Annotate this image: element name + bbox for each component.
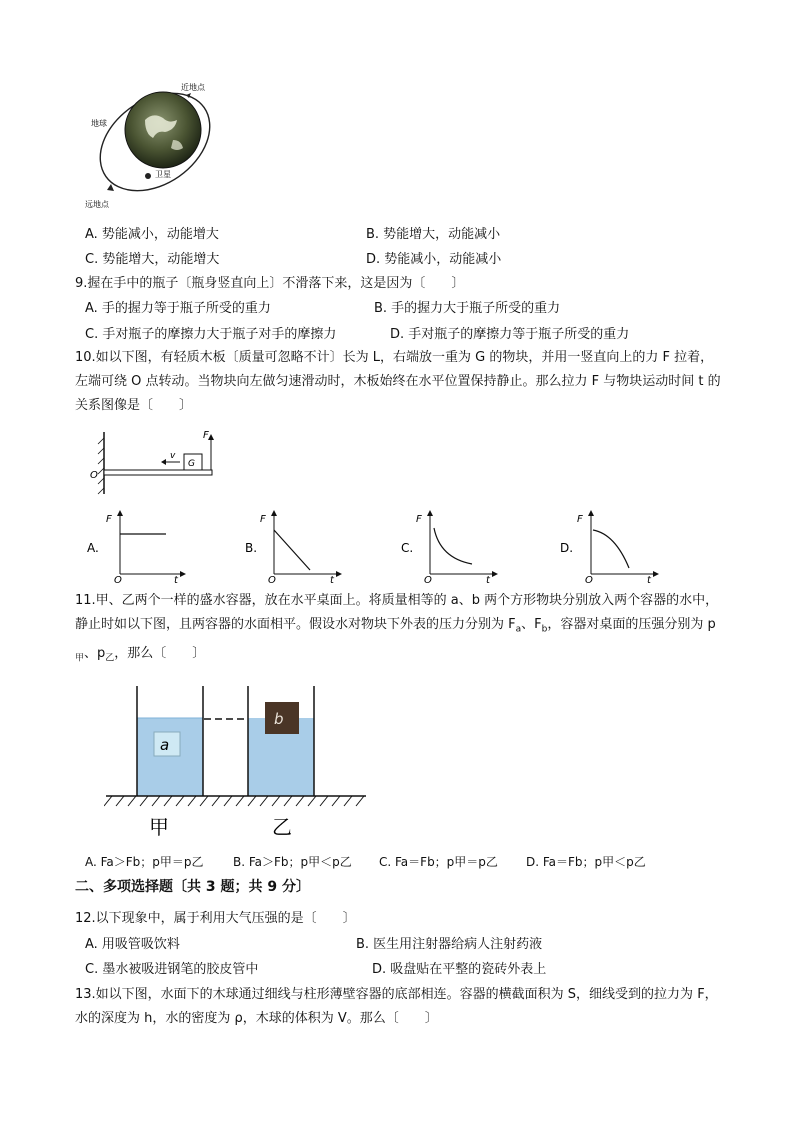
graph-c-label: C. — [401, 541, 414, 555]
earth-label: 地球 — [91, 119, 107, 128]
q11-option-c: C. Fa＝Fb；p甲＝p乙 — [379, 855, 498, 869]
svg-text:b: b — [274, 710, 284, 728]
svg-text:F: F — [106, 514, 112, 525]
lever-board — [104, 470, 212, 475]
svg-text:O: O — [585, 575, 593, 584]
q11-option-d: D. Fa＝Fb；p甲＜p乙 — [526, 855, 646, 869]
q11-option-a: A. Fa＞Fb；p甲＝p乙 — [85, 855, 204, 869]
containers-figure — [104, 684, 374, 844]
q9-option-b: B. 手的握力大于瓶子所受的重力 — [374, 301, 561, 316]
label-yi: 乙 — [272, 815, 292, 839]
q12-option-a: A. 用吸管吸饮料 — [85, 937, 180, 952]
q13-stem: 13.如以下图，水面下的木球通过细线与柱形薄壁容器的底部相连。容器的横截面积为 S，细线受到的拉力为 F，水的深度为 h，水的密度为 ρ，木球的体积为 V。那么〔 〕 — [75, 987, 718, 1026]
graph-a-label: A. — [87, 541, 99, 555]
graph-b[interactable] — [244, 508, 354, 584]
q9-option-c: C. 手对瓶子的摩擦力大于瓶子对手的摩擦力 — [85, 327, 337, 342]
lever-g-label: G — [188, 459, 195, 469]
q8-option-a: A. 势能减小，动能增大 — [85, 227, 219, 242]
q11-option-b: B. Fa＞Fb；p甲＜p乙 — [233, 855, 352, 869]
label-jia: 甲 — [149, 815, 169, 839]
section-title: 二、多项选择题〔共 3 题；共 9 分〕 — [75, 879, 310, 895]
q9-option-a: A. 手的握力等于瓶子所受的重力 — [85, 301, 271, 316]
far-point-label: 远地点 — [85, 200, 109, 209]
q10-stem: 10.如以下图，有轻质木板〔质量可忽略不计〕长为 L，右端放一重为 G 的物块，并用一竖直向上的力 F 拉着，左端可绕 O 点转动。当物块向左做匀速滑动时，木板始终在水平位置保持静止。那么拉力 F 与物块运动时间 t 的关系图像是〔 〕 — [75, 350, 721, 413]
q9-stem: 9.握在手中的瓶子〔瓶身竖直向上〕不滑落下来，这是因为〔 〕 — [75, 276, 465, 291]
svg-text:t: t — [174, 575, 178, 584]
q11-stem: 11.甲、乙两个一样的盛水容器，放在水平桌面上。将质量相等的 a、b 两个方形物块分别放入两个容器的水中，静止时如以下图，且两容器的水面相平。假设水对物块下外表的压力分别为 $F_a$、$F_b$，容器对桌面的压强分别为 $p_甲$、$p_乙$，那么〔 〕 — [75, 593, 719, 664]
svg-text:F: F — [260, 514, 266, 525]
q12-option-b: B. 医生用注射器给病人注射药液 — [356, 937, 543, 952]
graph-d[interactable] — [559, 508, 669, 584]
graph-d-label: D. — [560, 541, 574, 555]
q9-option-d: D. 手对瓶子的摩擦力等于瓶子所受的重力 — [390, 327, 630, 342]
svg-text:t: t — [330, 575, 334, 584]
q12-option-c: C. 墨水被吸进钢笔的胶皮管中 — [85, 962, 259, 977]
q8-option-c: C. 势能增大，动能增大 — [85, 252, 220, 267]
q8-option-b: B. 势能增大，动能减小 — [366, 227, 501, 242]
graph-b-label: B. — [245, 541, 258, 555]
lever-figure — [88, 428, 228, 498]
lever-v-label: v — [170, 451, 176, 461]
q12-stem: 12.以下现象中，属于利用大气压强的是〔 〕 — [75, 911, 356, 926]
lever-f-label: F — [203, 430, 209, 441]
q12-option-d: D. 吸盘贴在平整的瓷砖外表上 — [372, 962, 547, 977]
graph-a[interactable] — [86, 508, 196, 584]
satellite-icon — [145, 173, 151, 179]
svg-text:t: t — [486, 575, 490, 584]
graph-c[interactable] — [400, 508, 510, 584]
earth-orbit-figure — [85, 80, 225, 215]
svg-text:a: a — [160, 736, 170, 754]
satellite-label: 卫星 — [155, 170, 171, 179]
lever-o-label: O — [90, 470, 98, 481]
near-point-label: 近地点 — [181, 83, 205, 92]
svg-text:O: O — [114, 575, 122, 584]
svg-text:F: F — [416, 514, 422, 525]
q8-option-d: D. 势能减小，动能减小 — [366, 252, 502, 267]
svg-text:t: t — [647, 575, 651, 584]
svg-text:O: O — [424, 575, 432, 584]
svg-text:O: O — [268, 575, 276, 584]
svg-text:F: F — [577, 514, 583, 525]
